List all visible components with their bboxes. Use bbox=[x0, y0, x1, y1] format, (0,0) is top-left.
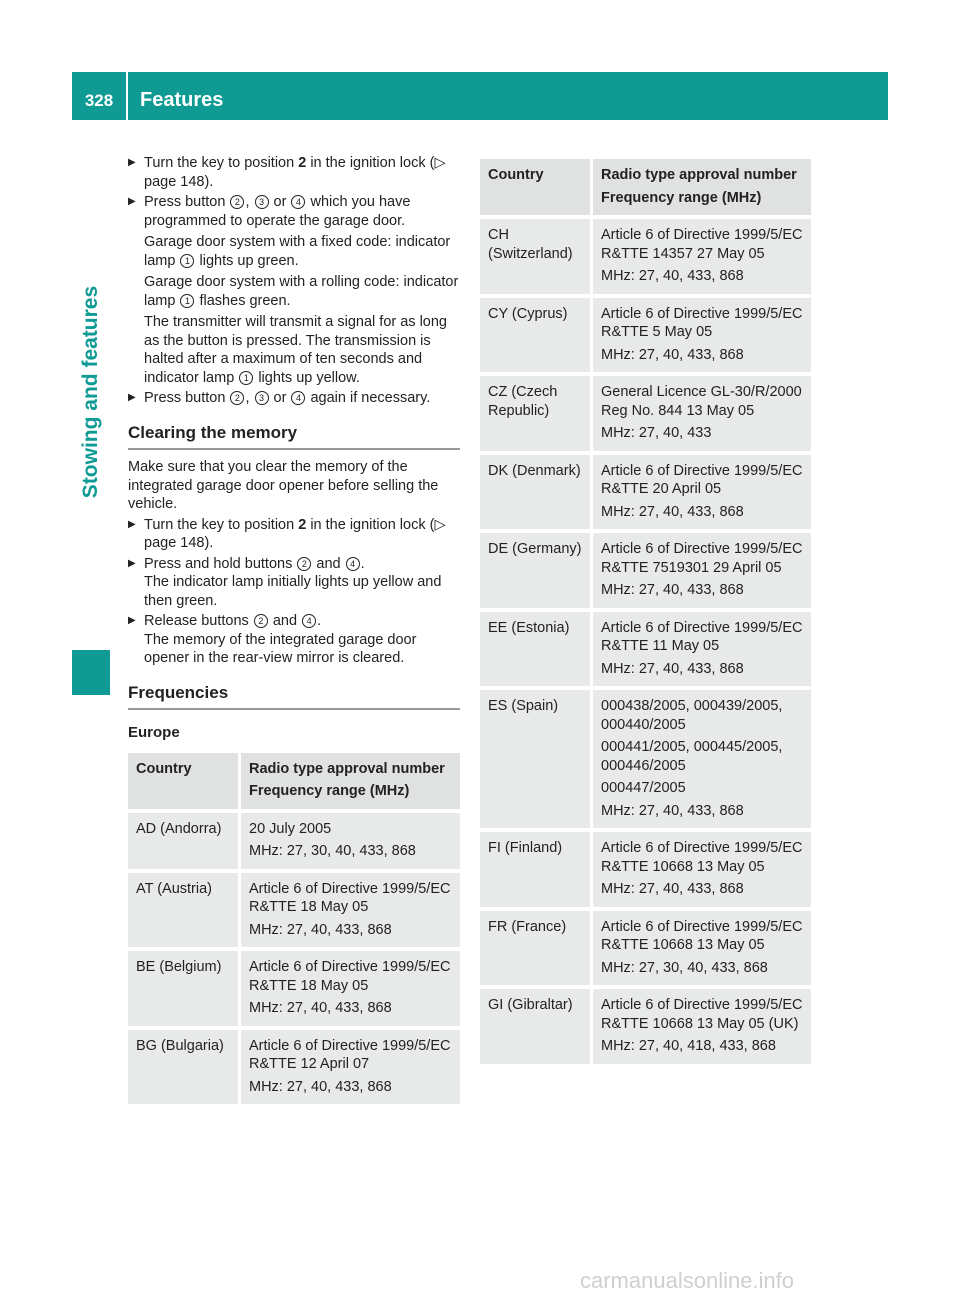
approval-text: Article 6 of Directive 1999/5/EC R&TTE 18 May 05 bbox=[249, 880, 451, 915]
approval-header-label: Radio type approval number bbox=[249, 760, 445, 777]
arrow-bullet-icon: ▶ bbox=[128, 196, 136, 207]
right-column bbox=[480, 155, 811, 1068]
text-run: . bbox=[317, 613, 322, 629]
text-run: lights up yellow. bbox=[254, 369, 360, 386]
approval-header-label: Radio type approval number bbox=[601, 167, 797, 183]
country-cell: FR (France) bbox=[480, 911, 590, 986]
text-run: . bbox=[360, 555, 365, 572]
table-row bbox=[128, 873, 460, 948]
arrow-bullet-icon: ▶ bbox=[128, 557, 136, 569]
instruction-step bbox=[128, 154, 460, 191]
frequency-text: MHz: 27, 40, 433, 868 bbox=[601, 881, 744, 897]
watermark: carmanualsonline.info bbox=[580, 1268, 795, 1293]
country-cell: CH (Switzerland) bbox=[480, 219, 590, 294]
approval-cell bbox=[590, 219, 811, 294]
approval-cell bbox=[238, 813, 460, 869]
text-run: Turn the key to position bbox=[144, 516, 299, 533]
frequency-text: MHz: 27, 40, 433, 868 bbox=[249, 1078, 392, 1095]
position-number: 2 bbox=[298, 516, 307, 533]
country-header: Country bbox=[480, 159, 590, 215]
frequency-text: MHz: 27, 40, 418, 433, 868 bbox=[601, 1038, 776, 1054]
approval-text: Article 6 of Directive 1999/5/EC R&TTE 10668 13 May 05 (UK) bbox=[601, 997, 803, 1032]
approval-cell bbox=[590, 298, 811, 373]
frequency-text: MHz: 27, 40, 433, 868 bbox=[249, 921, 392, 938]
table-header-row bbox=[480, 159, 811, 215]
text-run: in the ignition lock (▷ page 148). bbox=[144, 155, 446, 190]
approval-header bbox=[590, 159, 811, 215]
approval-cell bbox=[590, 455, 811, 530]
approval-text: 000441/2005, 000445/2005, 000446/2005 bbox=[601, 739, 783, 774]
frequency-text: MHz: 27, 30, 40, 433, 868 bbox=[249, 843, 416, 859]
frequency-header-label: Frequency range (MHz) bbox=[601, 189, 762, 206]
frequency-text: MHz: 27, 40, 433 bbox=[601, 425, 712, 441]
text-run: lights up green. bbox=[195, 252, 299, 269]
circled-number-2: 2 bbox=[230, 391, 244, 405]
country-cell: DK (Denmark) bbox=[480, 455, 590, 530]
approval-text: Article 6 of Directive 1999/5/EC R&TTE 20 April 05 bbox=[601, 462, 803, 497]
approval-cell bbox=[238, 1030, 460, 1105]
left-column bbox=[128, 152, 460, 1108]
approval-text: Article 6 of Directive 1999/5/EC R&TTE 11 May 05 bbox=[601, 619, 803, 654]
country-cell: DE (Germany) bbox=[480, 533, 590, 608]
instruction-step bbox=[128, 516, 460, 553]
approval-cell bbox=[590, 989, 811, 1064]
circled-number-3: 3 bbox=[255, 391, 269, 405]
frequency-text: MHz: 27, 40, 433, 868 bbox=[249, 1000, 392, 1016]
text-run: or bbox=[269, 390, 291, 406]
table-row bbox=[480, 612, 811, 687]
table-row bbox=[128, 1030, 460, 1105]
page-header bbox=[72, 72, 888, 120]
country-cell: CY (Cyprus) bbox=[480, 298, 590, 373]
frequency-text: MHz: 27, 40, 433, 868 bbox=[601, 503, 744, 520]
country-cell: ES (Spain) bbox=[480, 690, 590, 828]
country-cell: BE (Belgium) bbox=[128, 951, 238, 1026]
circled-number-2: 2 bbox=[254, 614, 268, 628]
instruction-step bbox=[128, 555, 460, 611]
country-cell: BG (Bulgaria) bbox=[128, 1030, 238, 1105]
text-run: , bbox=[245, 390, 254, 406]
instruction-step bbox=[128, 193, 460, 230]
table-row bbox=[480, 911, 811, 986]
arrow-bullet-icon: ▶ bbox=[128, 157, 136, 168]
header-divider bbox=[126, 72, 128, 120]
text-run: and bbox=[268, 613, 302, 629]
table-row bbox=[480, 989, 811, 1064]
text-run: , bbox=[245, 194, 254, 210]
country-cell: CZ (Czech Republic) bbox=[480, 376, 590, 451]
subsection-heading-europe: Europe bbox=[128, 724, 180, 741]
approval-header bbox=[238, 753, 460, 809]
text-run: Press button bbox=[144, 194, 230, 210]
country-cell: AD (Andorra) bbox=[128, 813, 238, 869]
approval-cell bbox=[590, 911, 811, 986]
table-row bbox=[480, 533, 811, 608]
approval-cell bbox=[590, 690, 811, 828]
approval-text: Article 6 of Directive 1999/5/EC R&TTE 7519301 29 April 05 bbox=[601, 541, 803, 576]
side-tab-label: Stowing and features bbox=[79, 285, 102, 499]
country-cell: FI (Finland) bbox=[480, 832, 590, 907]
country-cell: AT (Austria) bbox=[128, 873, 238, 948]
approval-text: Article 6 of Directive 1999/5/EC R&TTE 10668 13 May 05 bbox=[601, 918, 803, 953]
position-number: 2 bbox=[298, 155, 307, 171]
circled-number-3: 3 bbox=[255, 195, 269, 209]
approval-text: Article 6 of Directive 1999/5/EC R&TTE 5 May 05 bbox=[601, 305, 803, 340]
section-heading-clearing: Clearing the memory bbox=[128, 424, 460, 451]
frequency-text: MHz: 27, 40, 433, 868 bbox=[601, 660, 744, 677]
approval-text: 000447/2005 bbox=[601, 780, 686, 796]
table-row bbox=[480, 455, 811, 530]
frequency-text: MHz: 27, 40, 433, 868 bbox=[601, 346, 744, 363]
approval-text: Article 6 of Directive 1999/5/EC R&TTE 18 May 05 bbox=[249, 959, 451, 994]
note-paragraph bbox=[128, 313, 460, 387]
approval-text: 000438/2005, 000439/2005, 000440/2005 bbox=[601, 698, 783, 733]
text-run: in the ignition lock (▷ page 148). bbox=[144, 516, 446, 551]
approval-text: 20 July 2005 bbox=[249, 820, 332, 837]
circled-number-1: 1 bbox=[180, 294, 194, 308]
table-row bbox=[128, 951, 460, 1026]
text-run: which you have programmed to operate the garage door. bbox=[144, 194, 411, 229]
text-run: Garage door system with a fixed code: indicator lamp bbox=[144, 234, 451, 269]
arrow-bullet-icon: ▶ bbox=[128, 615, 136, 626]
approval-cell bbox=[590, 533, 811, 608]
text-run: Garage door system with a rolling code: indicator lamp bbox=[144, 274, 459, 309]
approval-text: General Licence GL-30/R/2000 Reg No. 844 13 May 05 bbox=[601, 384, 802, 419]
text-run: again if necessary. bbox=[306, 390, 431, 406]
table-header-row bbox=[128, 753, 460, 809]
frequency-text: MHz: 27, 40, 433, 868 bbox=[601, 268, 744, 284]
arrow-bullet-icon: ▶ bbox=[128, 518, 136, 530]
side-tab-marker bbox=[72, 650, 110, 695]
approval-cell bbox=[590, 376, 811, 451]
instruction-step bbox=[128, 389, 460, 408]
country-header: Country bbox=[128, 753, 238, 809]
approval-text: Article 6 of Directive 1999/5/EC R&TTE 12 April 07 bbox=[249, 1037, 451, 1072]
text-run: Release buttons bbox=[144, 613, 253, 629]
step-note: The indicator lamp initially lights up yellow and then green. bbox=[144, 574, 442, 609]
table-row bbox=[128, 813, 460, 869]
frequency-text: MHz: 27, 40, 433, 868 bbox=[601, 802, 744, 819]
table-row bbox=[480, 832, 811, 907]
intro-paragraph: Make sure that you clear the memory of the integrated garage door opener before selling the vehicle. bbox=[128, 459, 439, 512]
frequency-text: MHz: 27, 30, 40, 433, 868 bbox=[601, 959, 768, 976]
circled-number-1: 1 bbox=[239, 371, 253, 385]
approval-cell bbox=[238, 873, 460, 948]
arrow-bullet-icon: ▶ bbox=[128, 392, 136, 403]
circled-number-2: 2 bbox=[297, 557, 311, 571]
note-paragraph bbox=[128, 233, 460, 270]
approval-cell bbox=[238, 951, 460, 1026]
country-cell: GI (Gibraltar) bbox=[480, 989, 590, 1064]
text-run: The transmitter will transmit a signal for as long as the button is pressed. The transmission is halted after a maximum of ten seconds and indicator lamp bbox=[144, 314, 447, 386]
circled-number-4: 4 bbox=[302, 614, 316, 628]
page-title: Features bbox=[140, 89, 224, 111]
frequency-table-continued bbox=[480, 155, 811, 1068]
circled-number-4: 4 bbox=[346, 557, 360, 571]
page-number: 328 bbox=[84, 91, 114, 110]
text-run: flashes green. bbox=[195, 292, 291, 309]
instruction-step bbox=[128, 612, 460, 668]
text-run: or bbox=[269, 194, 291, 210]
step-note: The memory of the integrated garage door opener in the rear-view mirror is cleared. bbox=[144, 631, 417, 666]
circled-number-1: 1 bbox=[180, 254, 194, 268]
table-row bbox=[480, 690, 811, 828]
frequency-table bbox=[128, 749, 460, 1109]
approval-cell bbox=[590, 832, 811, 907]
text-run: Press button bbox=[144, 390, 230, 406]
approval-text: Article 6 of Directive 1999/5/EC R&TTE 14357 27 May 05 bbox=[601, 227, 803, 262]
text-run: and bbox=[312, 555, 345, 572]
table-row bbox=[480, 298, 811, 373]
circled-number-2: 2 bbox=[230, 195, 244, 209]
approval-cell bbox=[590, 612, 811, 687]
section-heading-frequencies: Frequencies bbox=[128, 684, 460, 711]
note-paragraph bbox=[128, 273, 460, 310]
side-tab bbox=[72, 128, 110, 656]
country-cell: EE (Estonia) bbox=[480, 612, 590, 687]
circled-number-4: 4 bbox=[291, 195, 305, 209]
frequency-header-label: Frequency range (MHz) bbox=[249, 783, 410, 799]
frequency-text: MHz: 27, 40, 433, 868 bbox=[601, 582, 744, 598]
table-row bbox=[480, 219, 811, 294]
text-run: Press and hold buttons bbox=[144, 555, 297, 572]
table-row bbox=[480, 376, 811, 451]
approval-text: Article 6 of Directive 1999/5/EC R&TTE 10668 13 May 05 bbox=[601, 840, 803, 875]
text-run: Turn the key to position bbox=[144, 155, 299, 171]
circled-number-4: 4 bbox=[291, 391, 305, 405]
